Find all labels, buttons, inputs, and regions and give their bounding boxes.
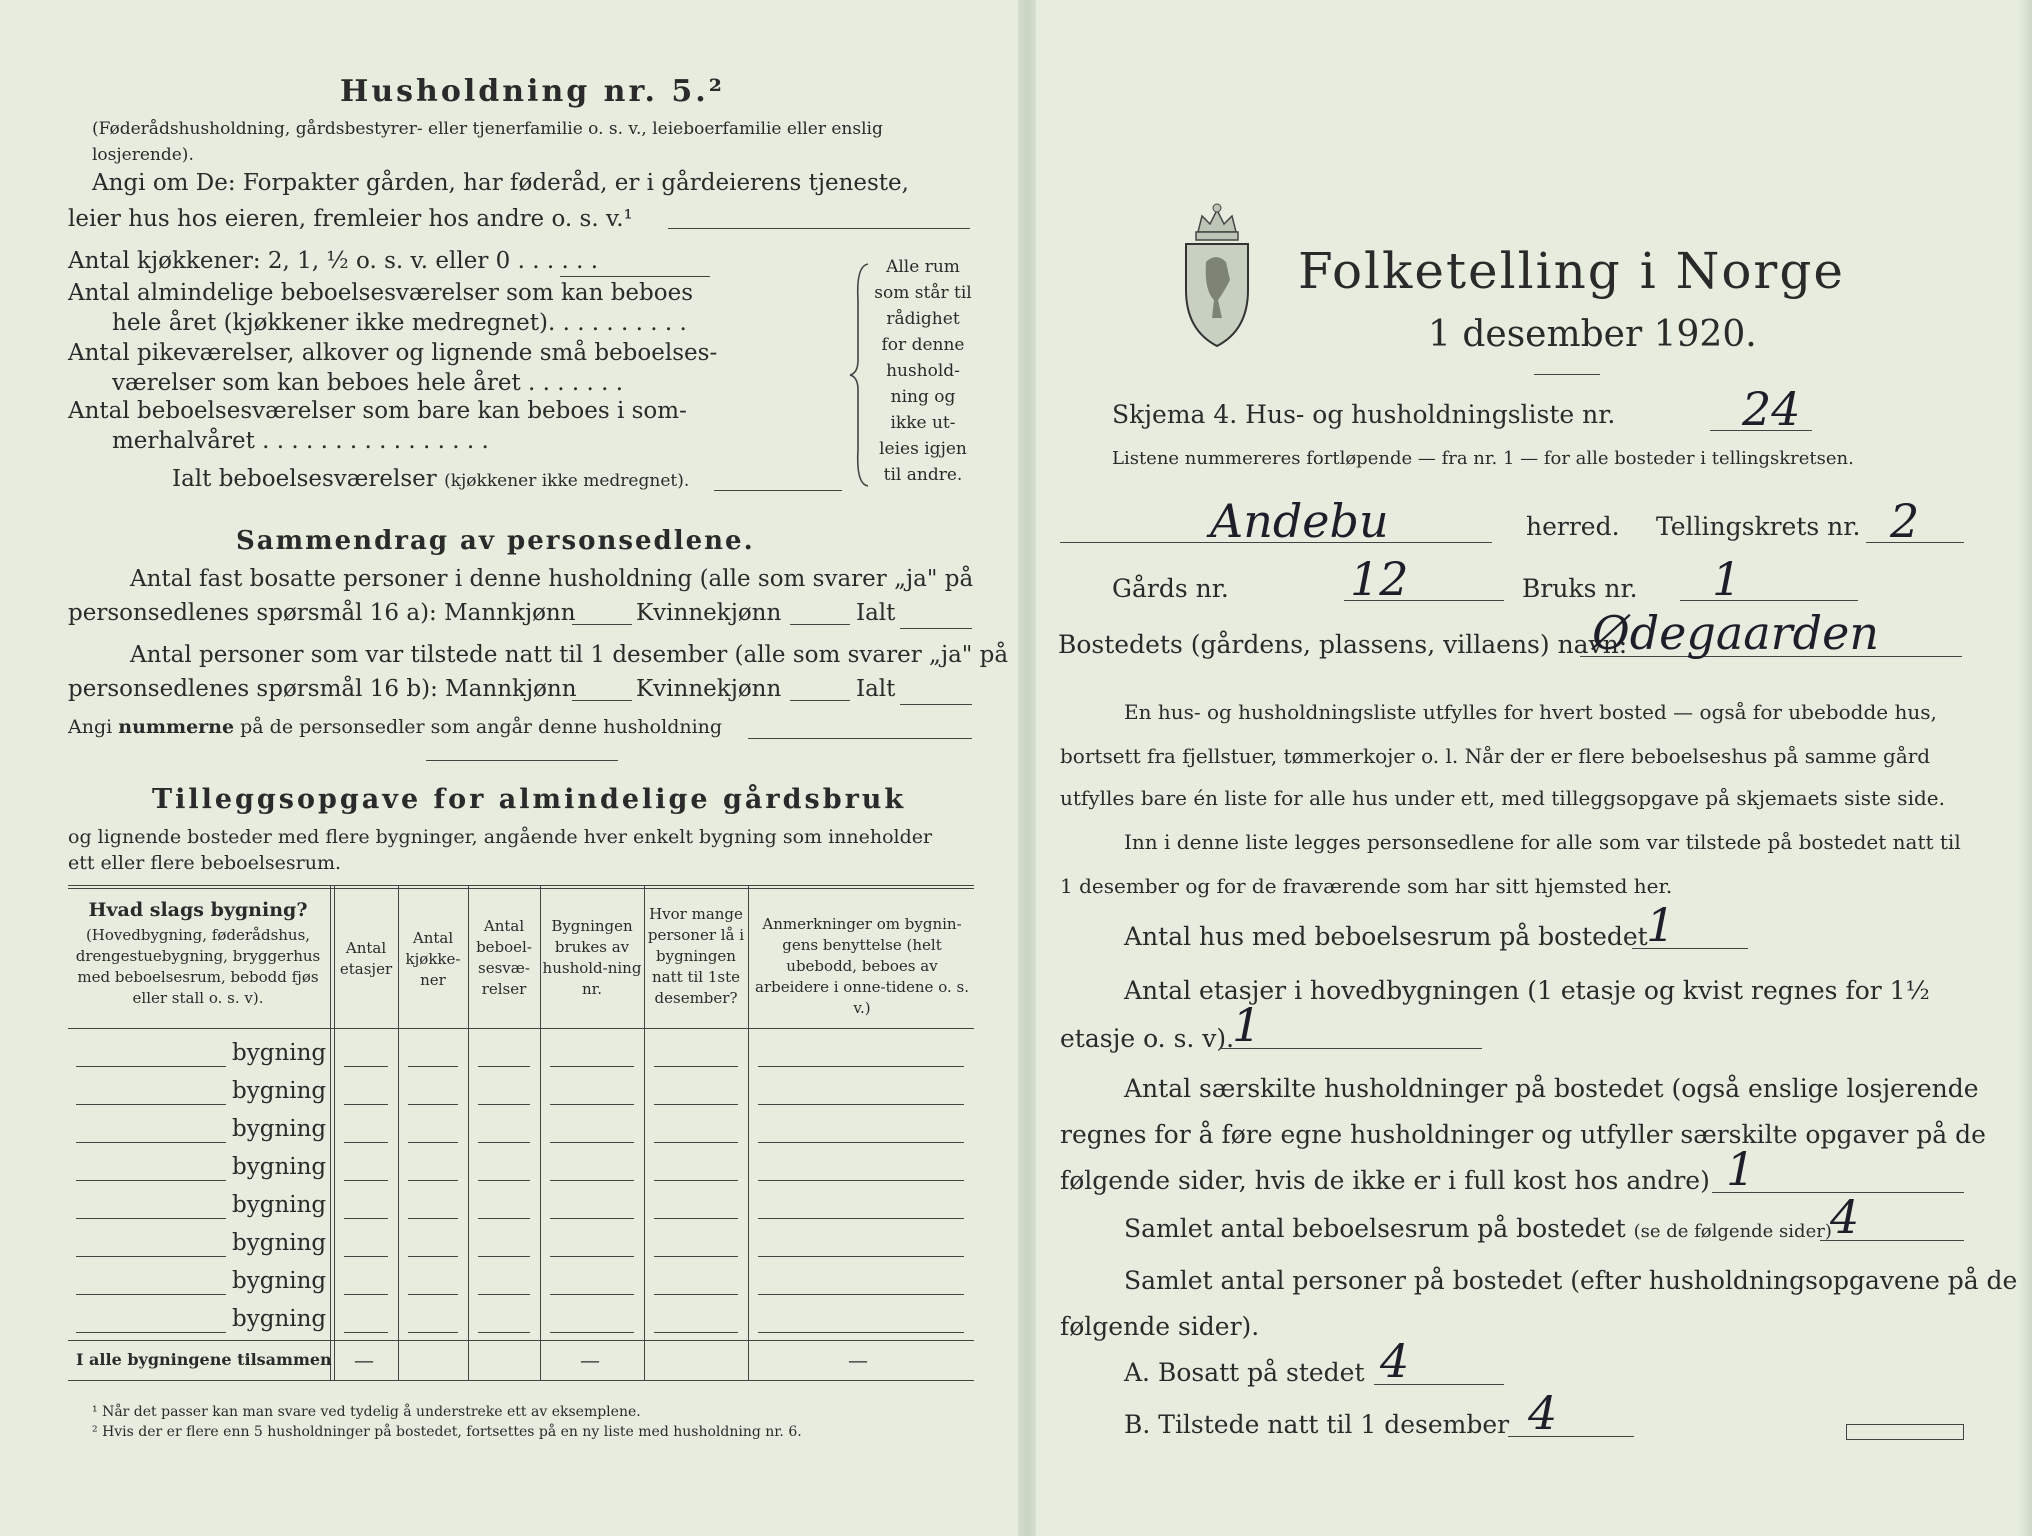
tilstede-ialt-line [900, 704, 972, 705]
cell-fill-line [654, 1256, 738, 1257]
household-paren-note: (Føderådshusholdning, gårdsbestyrer- eller tjenerfamilie o. s. v., leieboerfamilie eller enslig losjerende). [92, 119, 883, 165]
cell-fill-line [758, 1066, 964, 1067]
cell-fill-line [344, 1218, 388, 1219]
saerskilte-line-2: regnes for å føre egne husholdninger og utfyller særskilte opgaver på de [1060, 1120, 1986, 1149]
ialt-rooms-label [172, 466, 689, 492]
para1-line-1: En hus- og husholdningsliste utfylles for hvert bosted — også for ubebodde hus, [1124, 700, 1937, 724]
bosted-value: Ødegaarden [1592, 606, 1879, 660]
table-col-divider [468, 885, 469, 1380]
row-fill-line [76, 1104, 226, 1105]
cell-fill-line [758, 1332, 964, 1333]
cell-fill-line [758, 1294, 964, 1295]
gards-value: 12 [1350, 552, 1409, 606]
tilstede-kvinne-label: Kvinnekjønn [636, 676, 782, 702]
tillegg-line-2: ett eller flere beboelsesrum. [68, 852, 342, 874]
samlet-rum-value: 4 [1830, 1190, 1860, 1244]
bruks-line [1680, 600, 1858, 601]
row-label: bygning [232, 1154, 327, 1180]
th-kjokkener: Antal kjøkke-ner [405, 929, 461, 989]
th-building-sub: (Hovedbygning, føderådshus, drengestuebygning, bryggerhus med beboelsesrum, bebodd fjøs eller stall o. s. v). [75, 926, 321, 1007]
cell-fill-line [344, 1294, 388, 1295]
th-etasjer: Antal etasjer [339, 939, 393, 978]
rooms-line-4: Antal pikeværelser, alkover og lignende små beboelses- [68, 340, 718, 366]
tilstede-line-1: Antal personer som var tilstede natt til 1 desember (alle som svarer „ja" på [130, 642, 1009, 668]
rooms-line-2: Antal almindelige beboelsesværelser som kan beboes [68, 280, 694, 306]
samlet-pers-line-2: følgende sider). [1060, 1312, 1260, 1341]
th-anmerkninger: Anmerkninger om bygnin-gens benyttelse (helt ubebodd, beboes av arbeidere i onne-tidene o. s. v.) [755, 915, 969, 1017]
brace-note-line: rådighet [886, 309, 960, 329]
fast-ialt-line [900, 628, 972, 629]
cell-fill-line [550, 1332, 634, 1333]
rooms-line-1: Antal kjøkkener: 2, 1, ½ o. s. v. eller 0 . . . . . . [68, 248, 599, 274]
table-col-divider [748, 885, 749, 1380]
row-label: bygning [232, 1306, 327, 1332]
bruks-label: Bruks nr. [1522, 574, 1638, 603]
table-col-divider [398, 885, 399, 1380]
th-building-title: Hvad slags bygning? [88, 899, 308, 921]
cell-fill-line [758, 1104, 964, 1105]
total-dash-anmerkninger: — [848, 1348, 868, 1372]
fast-ialt-label: Ialt [856, 600, 896, 626]
cell-fill-line [758, 1142, 964, 1143]
ialt-rooms-note: (kjøkkener ikke medregnet). [444, 471, 690, 491]
th-building-type [70, 900, 326, 1009]
cell-fill-line [550, 1256, 634, 1257]
brace-note-line: som står til [874, 283, 972, 303]
cell-fill-line [478, 1142, 530, 1143]
angi-line-2: leier hus hos eieren, fremleier hos andre o. s. v.¹ [68, 206, 633, 232]
section-divider [426, 760, 618, 761]
table-col-divider [540, 885, 541, 1380]
rooms-line-6: Antal beboelsesværelser som bare kan beboes i som- [68, 398, 687, 424]
antal-hus-label: Antal hus med beboelsesrum på bostedet [1124, 922, 1648, 951]
nummerne-a: Angi [68, 716, 113, 738]
row-label: bygning [232, 1116, 327, 1142]
fast-kvinne-line [790, 624, 850, 625]
cell-fill-line [408, 1180, 458, 1181]
angi-line-1: Angi om De: Forpakter gården, har føderåd, er i gårdeierens tjeneste, [92, 170, 909, 196]
tilstede-label: B. Tilstede natt til 1 desember [1124, 1410, 1510, 1439]
cell-fill-line [654, 1332, 738, 1333]
tellingskrets-value: 2 [1890, 494, 1920, 548]
row-fill-line [76, 1218, 226, 1219]
table-col-divider [330, 885, 331, 1380]
cell-fill-line [550, 1218, 634, 1219]
herred-value: Andebu [1210, 494, 1389, 548]
samlet-pers-line-1: Samlet antal personer på bostedet (efter husholdningsopgavene på de [1124, 1266, 2018, 1295]
printer-stamp [1846, 1424, 1964, 1440]
nummerne-b: nummerne [118, 716, 235, 738]
brace-note [868, 254, 978, 488]
saerskilte-line-1: Antal særskilte husholdninger på bostedet (også enslige losjerende [1124, 1074, 1979, 1103]
brace-note-line: for denne [881, 335, 965, 355]
cell-fill-line [344, 1332, 388, 1333]
total-row-label: I alle bygningene tilsammen [76, 1350, 332, 1369]
gards-label: Gårds nr. [1112, 574, 1229, 603]
fast-line-2: personsedlenes spørsmål 16 a): Mannkjønn [68, 600, 576, 626]
cell-fill-line [478, 1256, 530, 1257]
cell-fill-line [478, 1332, 530, 1333]
brace-note-line: til andre. [883, 465, 963, 485]
cell-fill-line [758, 1218, 964, 1219]
th-husholdning-nr: Bygningen brukes av hushold-ning nr. [542, 917, 642, 998]
cell-fill-line [408, 1332, 458, 1333]
norway-coat-of-arms-icon [1178, 200, 1256, 350]
main-title: Folketelling i Norge [1298, 242, 1845, 300]
nummerne-line-fill [748, 738, 972, 739]
cell-fill-line [344, 1104, 388, 1105]
page-fold [1018, 0, 1036, 1536]
census-date: 1 desember 1920. [1428, 314, 1757, 355]
cell-fill-line [408, 1142, 458, 1143]
footnote-2: ² Hvis der er flere enn 5 husholdninger på bostedet, fortsettes på en ny liste med husholdning nr. 6. [92, 1424, 802, 1440]
footnote-1: ¹ Når det passer kan man svare ved tydelig å understreke ett av eksemplene. [92, 1404, 641, 1420]
cell-fill-line [550, 1142, 634, 1143]
cell-fill-line [344, 1180, 388, 1181]
cell-fill-line [344, 1256, 388, 1257]
th-beboelsesvaerelser: Antal beboel-sesvæ-relser [476, 917, 532, 998]
tellingskrets-label: Tellingskrets nr. [1656, 512, 1861, 541]
brace-note-line: Alle rum [886, 257, 960, 277]
antal-hus-value: 1 [1646, 898, 1676, 952]
row-fill-line [76, 1066, 226, 1067]
bosted-label: Bostedets (gårdens, plassens, villaens) navn: [1058, 630, 1628, 659]
para2-line-1: Inn i denne liste legges personsedlene for alle som var tilstede på bostedet natt til [1124, 830, 1961, 854]
cell-fill-line [408, 1218, 458, 1219]
cell-fill-line [654, 1294, 738, 1295]
table-col-divider [334, 885, 335, 1380]
table-bottom-rule [68, 1380, 974, 1381]
cell-fill-line [654, 1142, 738, 1143]
table-top-rule-2 [68, 888, 974, 889]
tillegg-title: Tilleggsopgave for almindelige gårdsbruk [152, 784, 907, 815]
row-label: bygning [232, 1230, 327, 1256]
table-header-rule [68, 1028, 974, 1029]
row-fill-line [76, 1294, 226, 1295]
sammendrag-title: Sammendrag av personsedlene. [236, 526, 755, 556]
brace-note-line: leies igjen [879, 439, 967, 459]
tillegg-line-1: og lignende bosteder med flere bygninger, angående hver enkelt bygning som inneholder [68, 826, 933, 848]
listene-note: Listene nummereres fortløpende — fra nr. 1 — for alle bosteder i tellingskretsen. [1112, 448, 1854, 469]
nummerne-c: på de personsedler som angår denne husholdning [240, 716, 723, 738]
total-dash-etasjer: — [354, 1348, 374, 1372]
cell-fill-line [654, 1180, 738, 1181]
cell-fill-line [478, 1104, 530, 1105]
fast-line-1: Antal fast bosatte personer i denne husholdning (alle som svarer „ja" på [130, 566, 974, 592]
brace-note-line: ikke ut- [890, 413, 956, 433]
para1-line-3: utfylles bare én liste for alle hus under ett, med tilleggsopgave på skjemaets siste side. [1060, 786, 1945, 810]
cell-fill-line [550, 1066, 634, 1067]
etasjer-value: 1 [1232, 998, 1262, 1052]
cell-fill-line [408, 1104, 458, 1105]
tilstede-ialt-label: Ialt [856, 676, 896, 702]
bruks-value: 1 [1712, 552, 1742, 606]
household-title: Husholdning nr. 5.² [340, 74, 725, 109]
tilstede-line-2: personsedlenes spørsmål 16 b): Mannkjønn [68, 676, 577, 702]
page-edge-shadow [2018, 0, 2032, 1536]
cell-fill-line [478, 1180, 530, 1181]
skjema-value: 24 [1742, 382, 1801, 436]
row-fill-line [76, 1142, 226, 1143]
cell-fill-line [478, 1066, 530, 1067]
etasjer-line-2: etasje o. s. v). [1060, 1024, 1235, 1053]
tilstede-value: 4 [1528, 1386, 1558, 1440]
cell-fill-line [758, 1180, 964, 1181]
cell-fill-line [478, 1294, 530, 1295]
samlet-rum-text: Samlet antal beboelsesrum på bostedet [1124, 1214, 1626, 1243]
para2-line-2: 1 desember og for de fraværende som har sitt hjemsted her. [1060, 874, 1673, 898]
cell-fill-line [408, 1066, 458, 1067]
cell-fill-line [550, 1180, 634, 1181]
angi-answer-line [668, 228, 970, 229]
fast-kvinne-label: Kvinnekjønn [636, 600, 782, 626]
rooms-line-5: værelser som kan beboes hele året . . . . . . . [112, 370, 624, 396]
brace-note-line: ning og [890, 387, 956, 407]
row-fill-line [76, 1332, 226, 1333]
tilstede-line [1508, 1436, 1634, 1437]
cell-fill-line [408, 1256, 458, 1257]
fast-mann-line [572, 624, 632, 625]
cell-fill-line [758, 1256, 964, 1257]
samlet-rum-note: (se de følgende sider) [1633, 1221, 1832, 1242]
nummerne-line [68, 716, 722, 738]
rooms-line-3: hele året (kjøkkener ikke medregnet). . . . . . . . . . [112, 310, 687, 336]
brace-note-line: hushold- [886, 361, 960, 381]
row-fill-line [76, 1256, 226, 1257]
samlet-rum-label [1124, 1214, 1832, 1243]
th-personer: Hvor mange personer lå i bygningen natt til 1ste desember? [647, 905, 745, 1007]
table-col-divider [644, 885, 645, 1380]
row-label: bygning [232, 1040, 327, 1066]
ialt-rooms-text: Ialt beboelsesværelser [172, 466, 437, 492]
skjema-label: Skjema 4. Hus- og husholdningsliste nr. [1112, 400, 1616, 429]
row-fill-line [76, 1180, 226, 1181]
ialt-rooms-line [714, 490, 842, 491]
cell-fill-line [408, 1294, 458, 1295]
bosatt-value: 4 [1380, 1334, 1410, 1388]
row-label: bygning [232, 1192, 327, 1218]
cell-fill-line [654, 1104, 738, 1105]
row-label: bygning [232, 1078, 327, 1104]
saerskilte-value: 1 [1726, 1142, 1756, 1196]
row-label: bygning [232, 1268, 327, 1294]
table-total-rule [68, 1340, 974, 1341]
rooms-line-7: merhalvåret . . . . . . . . . . . . . . . . [112, 428, 489, 454]
cell-fill-line [550, 1104, 634, 1105]
rooms-kitchen-line [560, 276, 710, 277]
tilstede-mann-line [572, 700, 632, 701]
bosatt-label: A. Bosatt på stedet [1124, 1358, 1365, 1387]
herred-label: herred. [1526, 512, 1620, 541]
cell-fill-line [344, 1066, 388, 1067]
table-top-rule [68, 885, 974, 886]
tilstede-kvinne-line [790, 700, 850, 701]
etasjer-line-1: Antal etasjer i hovedbygningen (1 etasje og kvist regnes for 1½ [1124, 976, 1930, 1005]
cell-fill-line [654, 1066, 738, 1067]
cell-fill-line [344, 1142, 388, 1143]
para1-line-2: bortsett fra fjellstuer, tømmerkojer o. l. Når der er flere beboelseshus på samme gård [1060, 744, 1931, 768]
title-divider [1534, 374, 1600, 375]
cell-fill-line [478, 1218, 530, 1219]
cell-fill-line [550, 1294, 634, 1295]
cell-fill-line [654, 1218, 738, 1219]
saerskilte-line-3: følgende sider, hvis de ikke er i full kost hos andre) [1060, 1166, 1710, 1195]
total-dash-husholdning: — [580, 1348, 600, 1372]
